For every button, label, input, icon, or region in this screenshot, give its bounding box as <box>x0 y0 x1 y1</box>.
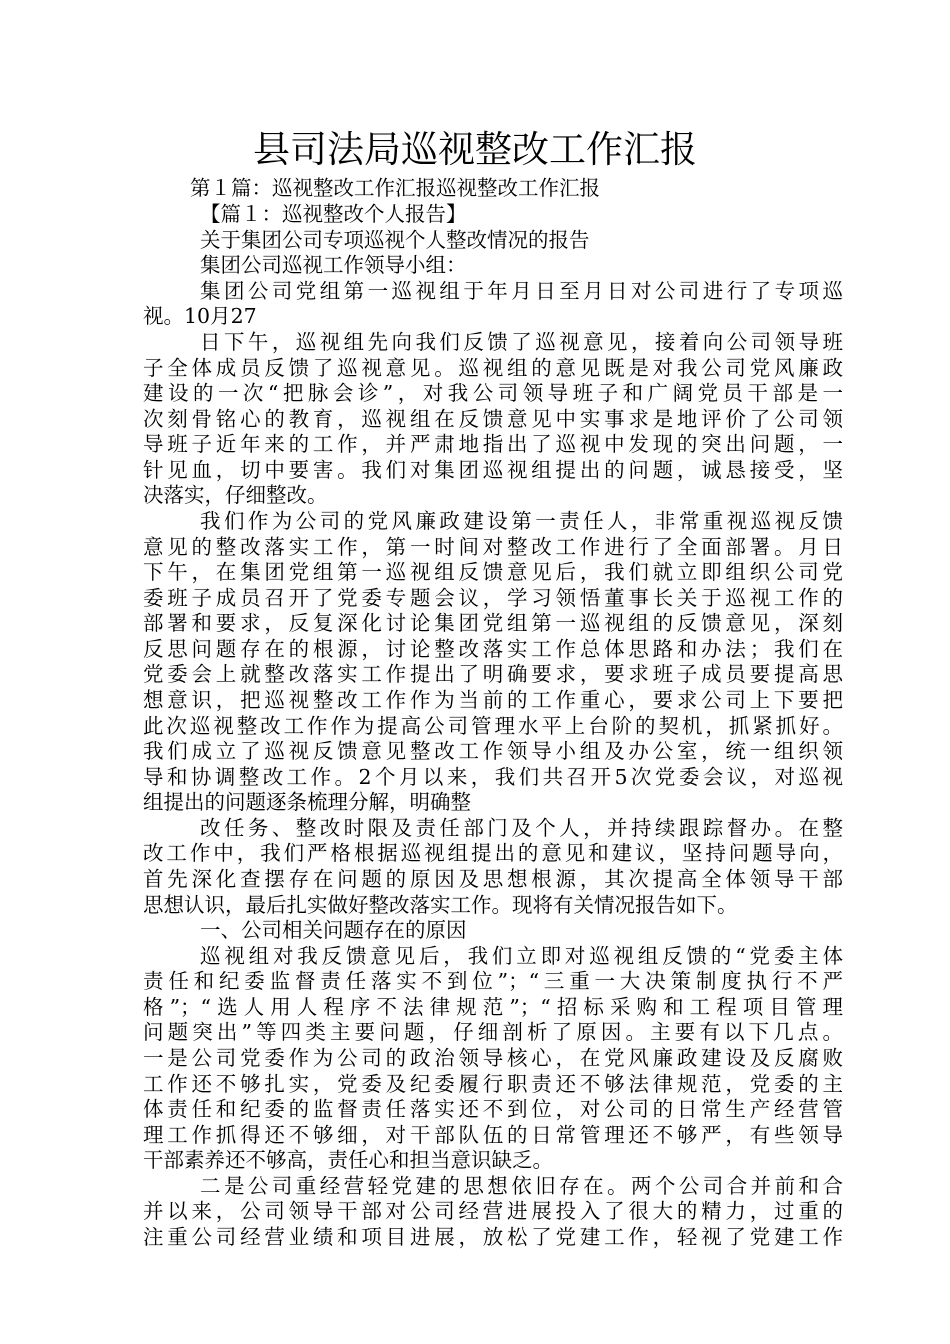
paragraph-line: 导和协调整改工作。2个月以来，我们共召开5次党委会议，对巡视 <box>143 765 843 789</box>
paragraph-line: 此次巡视整改工作作为提高公司管理水平上台阶的契机，抓紧抓好。 <box>143 714 843 738</box>
paragraph-line: 注重公司经营业绩和项目进展，放松了党建工作，轻视了党建工作 <box>143 1225 843 1249</box>
paragraph-line: 并以来，公司领导干部对公司经营进展投入了很大的精力，过重的 <box>143 1199 843 1223</box>
paragraph-line: 党委会上就整改落实工作提出了明确要求，要求班子成员要提高思 <box>143 662 843 686</box>
salutation: 集团公司巡视工作领导小组： <box>200 253 467 277</box>
paragraph-line: 责任和纪委监督责任落实不到位”；“三重一大决策制度执行不严 <box>143 969 843 993</box>
paragraph-line: 巡视组对我反馈意见后，我们立即对巡视组反馈的“党委主体 <box>200 944 843 968</box>
paragraph-line: 部署和要求，反复深化讨论集团党组第一巡视组的反馈意见，深刻 <box>143 611 843 635</box>
paragraph-line: 意见的整改落实工作，第一时间对整改工作进行了全面部署。月日 <box>143 535 843 559</box>
paragraph-line: 子全体成员反馈了巡视意见。巡视组的意见既是对我公司党风廉政 <box>143 356 843 380</box>
paragraph-line: 我们作为公司的党风廉政建设第一责任人，非常重视巡视反馈 <box>200 509 843 533</box>
paragraph-line: 决落实，仔细整改。 <box>143 483 328 507</box>
paragraph-line: 下午，在集团党组第一巡视组反馈意见后，我们就立即组织公司党 <box>143 560 843 584</box>
paragraph-line: 工作还不够扎实，党委及纪委履行职责还不够法律规范，党委的主 <box>143 1072 843 1096</box>
paragraph-line: 集团公司党组第一巡视组于年月日至月日对公司进行了专项巡 <box>200 279 843 303</box>
paragraph-line: 问题突出”等四类主要问题，仔细剖析了原因。主要有以下几点。 <box>143 1020 843 1044</box>
page-title: 县司法局巡视整改工作汇报 <box>253 128 697 171</box>
paragraph-line: 我们成立了巡视反馈意见整改工作领导小组及办公室，统一组织领 <box>143 739 843 763</box>
paragraph-line: 一是公司党委作为公司的政治领导核心，在党风廉政建设及反腐败 <box>143 1046 843 1070</box>
report-title-line: 关于集团公司专项巡视个人整改情况的报告 <box>200 228 590 252</box>
paragraph-line: 组提出的问题逐条梳理分解，明确整 <box>143 790 471 814</box>
paragraph-line: 次刻骨铭心的教育，巡视组在反馈意见中实事求是地评价了公司领 <box>143 407 843 431</box>
paragraph-line: 针见血，切中要害。我们对集团巡视组提出的问题，诚恳接受，坚 <box>143 458 843 482</box>
paragraph-line: 思想认识，最后扎实做好整改落实工作。现将有关情况报告如下。 <box>143 893 738 917</box>
paragraph-line: 体责任和纪委的监督责任落实还不到位，对公司的日常生产经营管 <box>143 1097 843 1121</box>
paragraph-line: 委班子成员召开了党委专题会议，学习领悟董事长关于巡视工作的 <box>143 586 843 610</box>
paragraph-line: 想意识，把巡视整改工作作为当前的工作重心，要求公司上下要把 <box>143 688 843 712</box>
paragraph-line: 反思问题存在的根源，讨论整改落实工作总体思路和办法；我们在 <box>143 637 843 661</box>
paragraph-line: 改任务、整改时限及责任部门及个人，并持续跟踪督办。在整 <box>200 816 843 840</box>
paragraph-line: 二是公司重经营轻党建的思想依旧存在。两个公司合并前和合 <box>200 1174 843 1198</box>
paragraph-line: 理工作抓得还不够细，对干部队伍的日常管理还不够严，有些领导 <box>143 1123 843 1147</box>
paragraph-line: 视。10月27 <box>143 304 257 328</box>
section-heading: 【篇１：巡视整改个人报告】 <box>200 202 467 226</box>
chapter-heading: 第１篇：巡视整改工作汇报巡视整改工作汇报 <box>190 176 600 200</box>
subsection-heading: 一、公司相关问题存在的原因 <box>200 918 467 942</box>
paragraph-line: 导班子近年来的工作，并严肃地指出了巡视中发现的突出问题，一 <box>143 432 843 456</box>
paragraph-line: 建设的一次“把脉会诊”，对我公司领导班子和广阔党员干部是一 <box>143 381 843 405</box>
paragraph-line: 首先深化查摆存在问题的原因及思想根源，其次提高全体领导干部 <box>143 867 843 891</box>
paragraph-line: 日下午，巡视组先向我们反馈了巡视意见，接着向公司领导班 <box>200 330 843 354</box>
paragraph-line: 格”；“选人用人程序不法律规范”；“招标采购和工程项目管理 <box>143 995 843 1019</box>
paragraph-line: 干部素养还不够高，责任心和担当意识缺乏。 <box>143 1148 553 1172</box>
paragraph-line: 改工作中，我们严格根据巡视组提出的意见和建议，坚持问题导向， <box>143 841 843 865</box>
